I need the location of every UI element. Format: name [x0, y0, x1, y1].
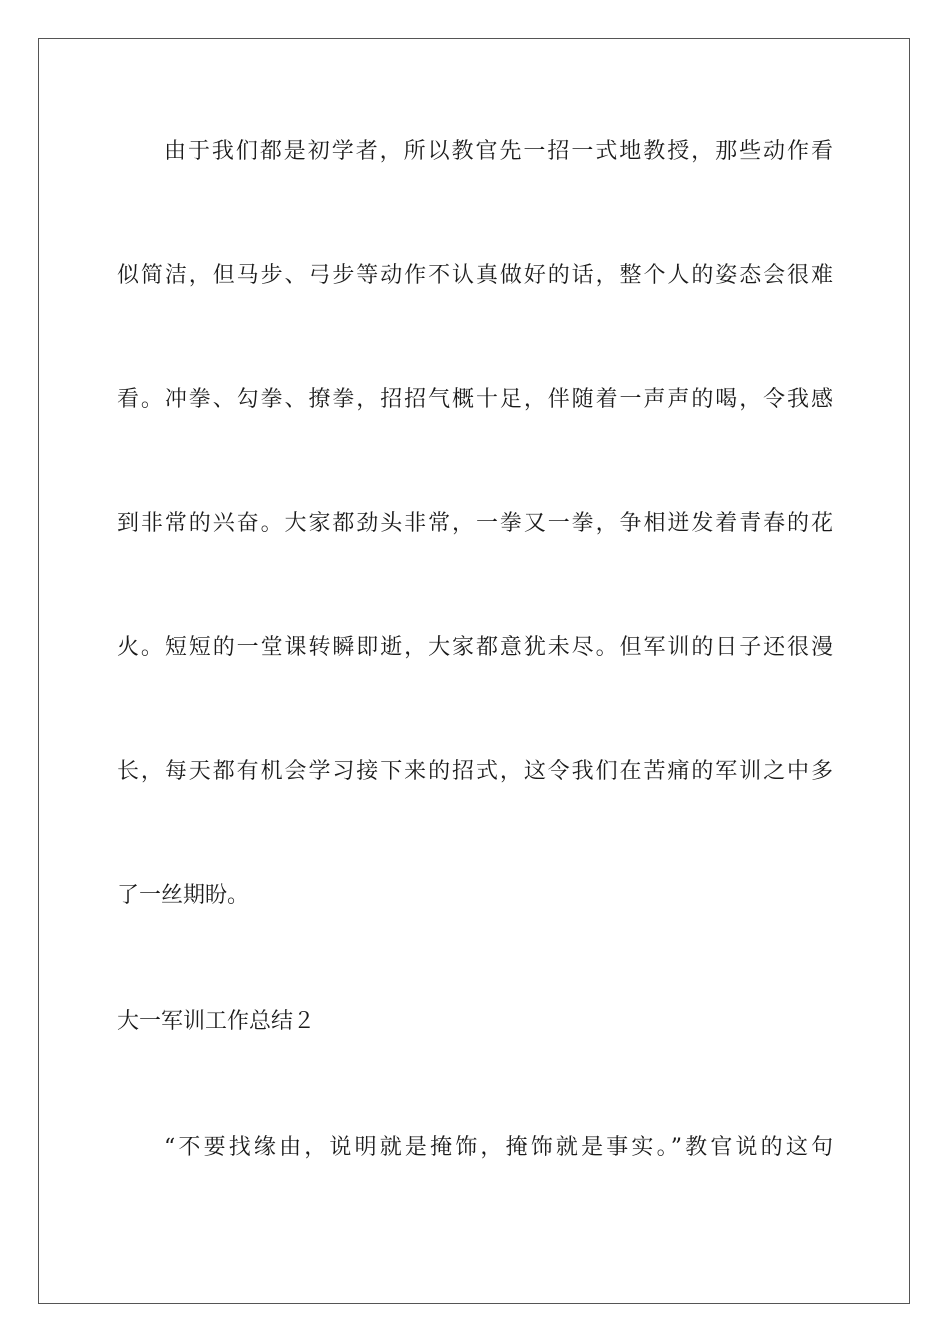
paragraph-line: 看。冲拳、勾拳、撩拳，招招气概十足，伴随着一声声的喝，令我感 — [117, 387, 833, 412]
section-heading: 大一军训工作总结２ — [117, 1009, 316, 1034]
paragraph-line: 了一丝期盼。 — [117, 883, 250, 908]
paragraph-line: 长，每天都有机会学习接下来的招式，这令我们在苦痛的军训之中多 — [117, 759, 833, 784]
page-border — [38, 38, 910, 1304]
paragraph-line: 到非常的兴奋。大家都劲头非常，一拳又一拳，争相迸发着青春的花 — [117, 511, 833, 536]
paragraph-line: 似简洁，但马步、弓步等动作不认真做好的话，整个人的姿态会很难 — [117, 263, 833, 288]
paragraph-line: 由于我们都是初学者，所以教官先一招一式地教授，那些动作看 — [164, 139, 833, 164]
paragraph-line: 火。短短的一堂课转瞬即逝，大家都意犹未尽。但军训的日子还很漫 — [117, 635, 833, 660]
paragraph-line: “不要找缘由，说明就是掩饰，掩饰就是事实。”教官说的这句 — [164, 1135, 833, 1160]
